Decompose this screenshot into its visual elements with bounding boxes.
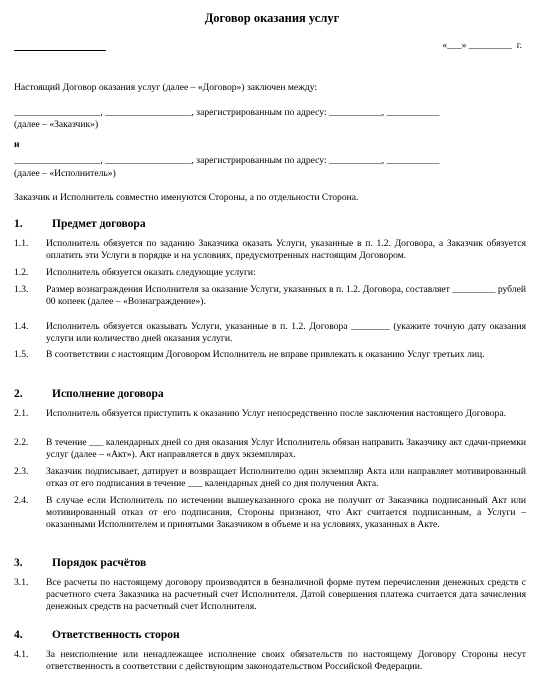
clause-number: 4.1. (14, 649, 29, 660)
intro-paragraph: Настоящий Договор оказания услуг (далее – «Договор») заключен между: (14, 82, 318, 93)
party1-line: __________________, __________________, зарегистрированным по адресу: ___________, ___________ (14, 107, 440, 118)
clause (14, 321, 526, 345)
clause (14, 238, 526, 262)
section-heading (14, 557, 146, 569)
document-title: Договор оказания услуг (204, 11, 340, 25)
clause-number: 1.2. (14, 267, 29, 278)
clause-number: 2.2. (14, 437, 29, 448)
clause-number: 1.3. (14, 284, 29, 295)
clause-number: 1.1. (14, 238, 29, 249)
date-blank: «___» _________ г. (442, 40, 522, 51)
clause (14, 495, 526, 531)
clause-text: Исполнитель обязуется приступить к оказанию Услуг непосредственно после заключения настоящего Договора. (46, 408, 506, 419)
conjunction-and: и (14, 139, 20, 150)
clause-number: 2.3. (14, 466, 29, 477)
party2-line: __________________, __________________, зарегистрированным по адресу: ___________, ___________ (14, 155, 440, 166)
clause (14, 284, 526, 308)
section-number: 3. (14, 557, 23, 569)
section-heading (14, 629, 180, 641)
clause-text: Исполнитель обязуется по заданию Заказчика оказать Услуги, указанные в п. 1.2. Договора, а Заказчик обязуется оплатить эти Услуги в порядке и на условиях, предусмотренных настоящим Договором. (46, 238, 526, 261)
clause-text: В случае если Исполнитель по истечении вышеуказанного срока не получит от Заказчика подписанный Акт или мотивированный отказ от его подписания, Стороны признают, что Акт считается подписанным, а Услуги – оказанными Исполнителем и принятыми Заказчиком в объеме и на условиях, указанных в Акте. (46, 495, 526, 530)
clause-number: 2.1. (14, 408, 29, 419)
clause (14, 649, 526, 673)
clause-text: В соответствии с настоящим Договором Исполнитель не вправе привлекать к оказанию Услуг третьих лиц. (46, 349, 485, 360)
clause (14, 437, 526, 461)
clause-number: 1.5. (14, 349, 29, 360)
section-heading (14, 388, 164, 400)
section-title: Порядок расчётов (52, 557, 147, 569)
clause-text: Исполнитель обязуется оказывать Услуги, указанные в п. 1.2. Договора ________ (укажите точную дату оказания услуги или количество дней оказания услуги. (46, 321, 526, 344)
party1-alias: (далее – «Заказчик») (14, 119, 99, 130)
clause (14, 408, 526, 420)
section-title: Предмет договора (52, 218, 146, 230)
clause-number: 2.4. (14, 495, 29, 506)
clause (14, 577, 526, 613)
clause-number: 3.1. (14, 577, 29, 588)
section-title: Ответственность сторон (52, 629, 180, 641)
clause-number: 1.4. (14, 321, 29, 332)
section-number: 1. (14, 218, 23, 230)
party2-alias: (далее – «Исполнитель») (14, 168, 116, 179)
clause-text: В течение ___ календарных дней со дня оказания Услуг Исполнитель обязан направить Заказчику акт сдачи-приемки услуг (далее – «Акт»). Акт направляется в двух экземплярах. (46, 437, 526, 460)
parties-note: Заказчик и Исполнитель совместно именуются Стороны, а по отдельности Сторона. (14, 192, 359, 203)
section-number: 2. (14, 388, 23, 400)
clause-text: За неисполнение или ненадлежащее исполнение своих обязательств по настоящему Договору Стороны несут ответственность в соответствии с действующим законодательством Российской Федерации. (46, 649, 526, 672)
clause-text: Заказчик подписывает, датирует и возвращает Исполнителю один экземпляр Акта или направляет мотивированный отказ от его подписания в течение ___ календарных дней со дня получения Акта. (46, 466, 526, 489)
section-title: Исполнение договора (52, 388, 164, 400)
clause (14, 267, 526, 279)
clause-text: Все расчеты по настоящему договору производятся в безналичной форме путем перечисления денежных средств с расчетного счета Заказчика на расчетный счет Исполнителя. Датой совершения платежа считается дата зачисления денежных средств на расчетный счет Исполнителя. (46, 577, 526, 612)
city-blank-line (14, 38, 106, 51)
clause (14, 349, 526, 361)
clause (14, 466, 526, 490)
section-number: 4. (14, 629, 23, 641)
clause-text: Размер вознаграждения Исполнителя за оказание Услуги, указанных в п. 1.2. Договора, составляет _________ рублей 00 копеек (далее – «Вознаграждение»). (46, 284, 526, 307)
section-heading (14, 218, 146, 230)
clause-text: Исполнитель обязуется оказать следующие услуги: (46, 267, 256, 278)
